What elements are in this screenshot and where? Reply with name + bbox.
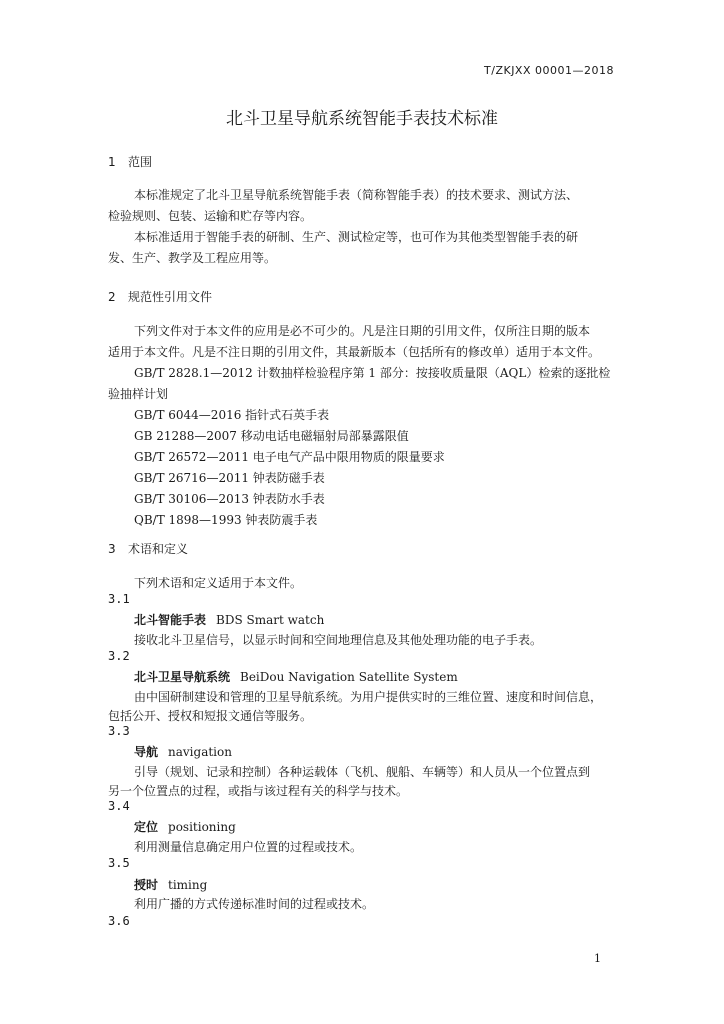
reference-item: GB/T 26716—2011 钟表防磁手表 [134,471,325,485]
term-chinese: 定位 [134,820,159,834]
term-chinese: 北斗智能手表 [134,613,207,627]
clause-number: 3.5 [108,856,130,870]
term-definition: 利用测量信息确定用户位置的过程或技术。 [134,840,363,854]
section-2-heading [108,288,212,305]
reference-item: GB 21288—2007 移动电话电磁辐射局部暴露限值 [134,429,409,443]
term-heading [134,611,324,628]
scope-paragraph-2-line-1: 本标准适用于智能手表的研制、生产、测试检定等，也可作为其他类型智能手表的研 [134,230,579,244]
reference-item: GB/T 26572—2011 电子电气产品中限用物质的限量要求 [134,450,445,464]
document-title: 北斗卫星导航系统智能手表技术标准 [226,109,498,129]
term-english: positioning [168,820,236,834]
term-chinese: 北斗卫星导航系统 [134,670,231,684]
page-number: 1 [594,952,601,965]
standard-code: T/ZKJXX 00001—2018 [484,64,614,77]
term-english: navigation [168,745,232,759]
scope-paragraph-1-line-2: 检验规则、包装、运输和贮存等内容。 [108,209,313,223]
term-definition: 引导（规划、记录和控制）各种运载体（飞机、舰船、车辆等）和人员从一个位置点到 [134,765,591,779]
references-intro-line-1: 下列文件对于本文件的应用是必不可少的。凡是注日期的引用文件，仅所注日期的版本 [134,324,591,338]
scope-paragraph-1-line-1: 本标准规定了北斗卫星导航系统智能手表（简称智能手表）的技术要求、测试方法、 [134,188,579,202]
term-definition: 由中国研制建设和管理的卫星导航系统。为用户提供实时的三维位置、速度和时间信息， [134,690,603,704]
clause-number: 3.6 [108,914,130,928]
term-definition-continued: 包括公开、授权和短报文通信等服务。 [108,709,313,723]
term-definition: 接收北斗卫星信号，以显示时间和空间地理信息及其他处理功能的电子手表。 [134,633,543,647]
clause-number: 3.3 [108,724,130,738]
section-1-heading [108,153,152,170]
reference-item: GB/T 30106—2013 钟表防水手表 [134,492,325,506]
section-3-heading [108,540,188,557]
section-number: 2 [108,290,116,304]
reference-item: QB/T 1898—1993 钟表防震手表 [134,513,318,527]
section-title: 规范性引用文件 [128,290,213,304]
references-intro-line-2: 适用于本文件。凡是不注日期的引用文件，其最新版本（包括所有的修改单）适用于本文件。 [108,345,601,359]
section-number: 3 [108,542,116,556]
term-definition: 利用广播的方式传递标准时间的过程或技术。 [134,897,375,911]
reference-gb2828-line-2: 验抽样计划 [108,387,169,401]
term-heading [134,876,207,893]
term-definition-continued: 另一个位置点的过程，或指与该过程有关的科学与技术。 [108,784,409,798]
section-title: 术语和定义 [128,542,189,556]
reference-gb2828-line-1: GB/T 2828.1—2012 计数抽样检验程序第 1 部分：按接收质量限（AQL）检索的逐批检 [134,366,611,380]
term-english: BDS Smart watch [216,613,325,627]
term-chinese: 授时 [134,878,159,892]
reference-item: GB/T 6044—2016 指针式石英手表 [134,408,330,422]
scope-paragraph-2-line-2: 发、生产、教学及工程应用等。 [108,251,277,265]
clause-number: 3.1 [108,592,130,606]
clause-number: 3.2 [108,649,130,663]
section-number: 1 [108,155,116,169]
term-chinese: 导航 [134,745,159,759]
term-heading [134,743,232,760]
clause-number: 3.4 [108,799,130,813]
term-heading [134,818,236,835]
term-english: BeiDou Navigation Satellite System [240,670,458,684]
section-title: 范围 [128,155,153,169]
terms-intro: 下列术语和定义适用于本文件。 [134,576,303,590]
term-english: timing [168,878,208,892]
term-heading [134,668,458,685]
